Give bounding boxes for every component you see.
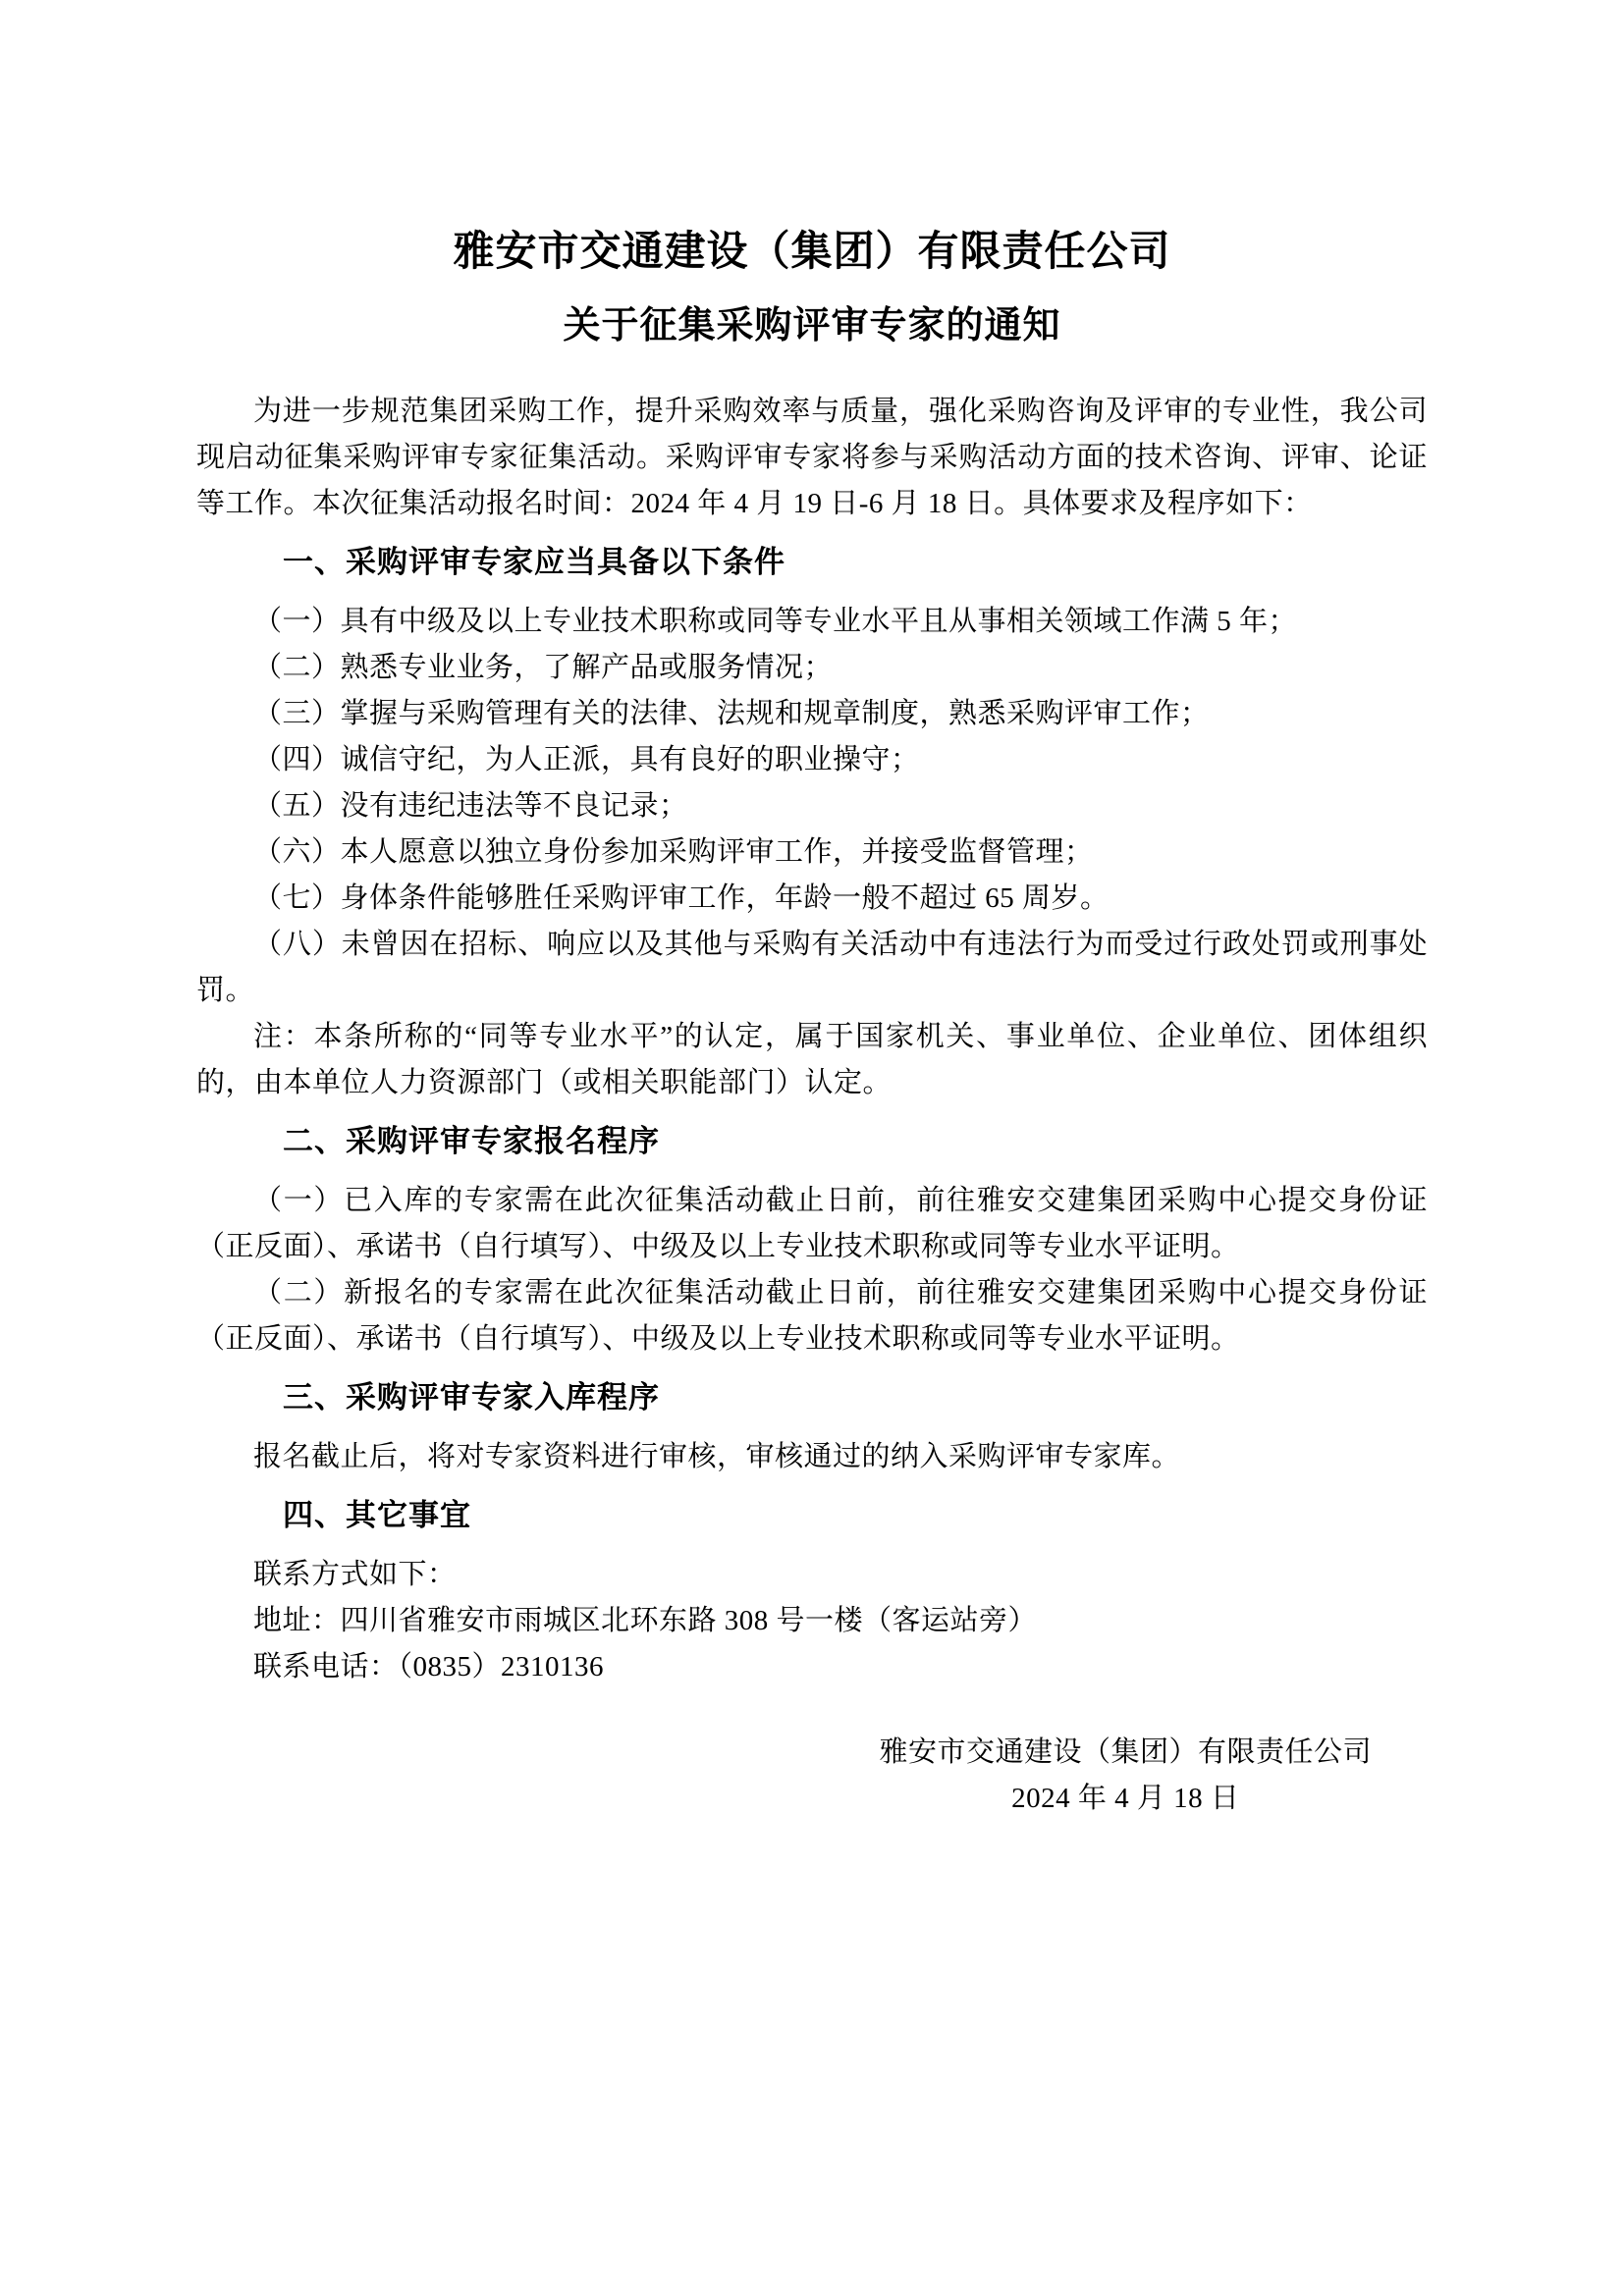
section-2-heading: 二、采购评审专家报名程序 <box>283 1124 660 1158</box>
signup-item-1: （一）已入库的专家需在此次征集活动截止日前，前往雅安交建集团采购中心提交身份证（正反面）、承诺书（自行填写）、中级及以上专业技术职称或同等专业水平证明。 <box>196 1185 1428 1262</box>
section-3-heading: 三、采购评审专家入库程序 <box>283 1380 660 1415</box>
condition-item-7: （七）身体条件能够胜任采购评审工作，年龄一般不超过 65 周岁。 <box>253 882 1110 914</box>
condition-item-1: （一）具有中级及以上专业技术职称或同等专业水平且从事相关领域工作满 5 年； <box>253 606 1298 637</box>
document-subtitle: 关于征集采购评审专家的通知 <box>563 305 1061 347</box>
signature-date: 2024 年 4 月 18 日 <box>1011 1783 1240 1814</box>
section-3-paragraph: 报名截止后，将对专家资料进行审核，审核通过的纳入采购评审专家库。 <box>253 1441 1181 1472</box>
intro-paragraph: 为进一步规范集团采购工作，提升采购效率与质量，强化采购咨询及评审的专业性，我公司现启动征集采购评审专家征集活动。采购评审专家将参与采购活动方面的技术咨询、评审、论证等工作。本次征集活动报名时间：2024 年 4 月 19 日-6 月 18 日。具体要求及程序如下： <box>196 396 1428 519</box>
section-1-heading: 一、采购评审专家应当具备以下条件 <box>283 545 785 579</box>
document-title: 雅安市交通建设（集团）有限责任公司 <box>453 228 1171 274</box>
contact-phone-line: 联系电话：（0835）2310136 <box>253 1651 605 1682</box>
condition-item-8: （八）未曾因在招标、响应以及其他与采购有关活动中有违法行为而受过行政处罚或刑事处罚。 <box>196 929 1428 1006</box>
contact-address-line: 地址：四川省雅安市雨城区北环东路 308 号一楼（客运站旁） <box>253 1605 1038 1636</box>
section-1-note: 注：本条所称的“同等专业水平”的认定，属于国家机关、事业单位、企业单位、团体组织的，由本单位人力资源部门（或相关职能部门）认定。 <box>196 1021 1428 1098</box>
condition-item-3: （三）掌握与采购管理有关的法律、法规和规章制度，熟悉采购评审工作； <box>253 698 1210 729</box>
signature-company: 雅安市交通建设（集团）有限责任公司 <box>879 1736 1372 1768</box>
signature-block <box>879 1730 1372 1822</box>
contact-intro-line: 联系方式如下： <box>253 1559 457 1590</box>
section-4-heading: 四、其它事宜 <box>283 1498 471 1532</box>
condition-item-2: （二）熟悉专业业务，了解产品或服务情况； <box>253 652 834 683</box>
condition-item-6: （六）本人愿意以独立身份参加采购评审工作，并接受监督管理； <box>253 836 1094 868</box>
signup-item-2: （二）新报名的专家需在此次征集活动截止日前，前往雅安交建集团采购中心提交身份证（正反面）、承诺书（自行填写）、中级及以上专业技术职称或同等专业水平证明。 <box>196 1277 1428 1355</box>
condition-item-4: （四）诚信守纪，为人正派，具有良好的职业操守； <box>253 744 920 775</box>
condition-item-5: （五）没有违纪违法等不良记录； <box>253 790 688 822</box>
